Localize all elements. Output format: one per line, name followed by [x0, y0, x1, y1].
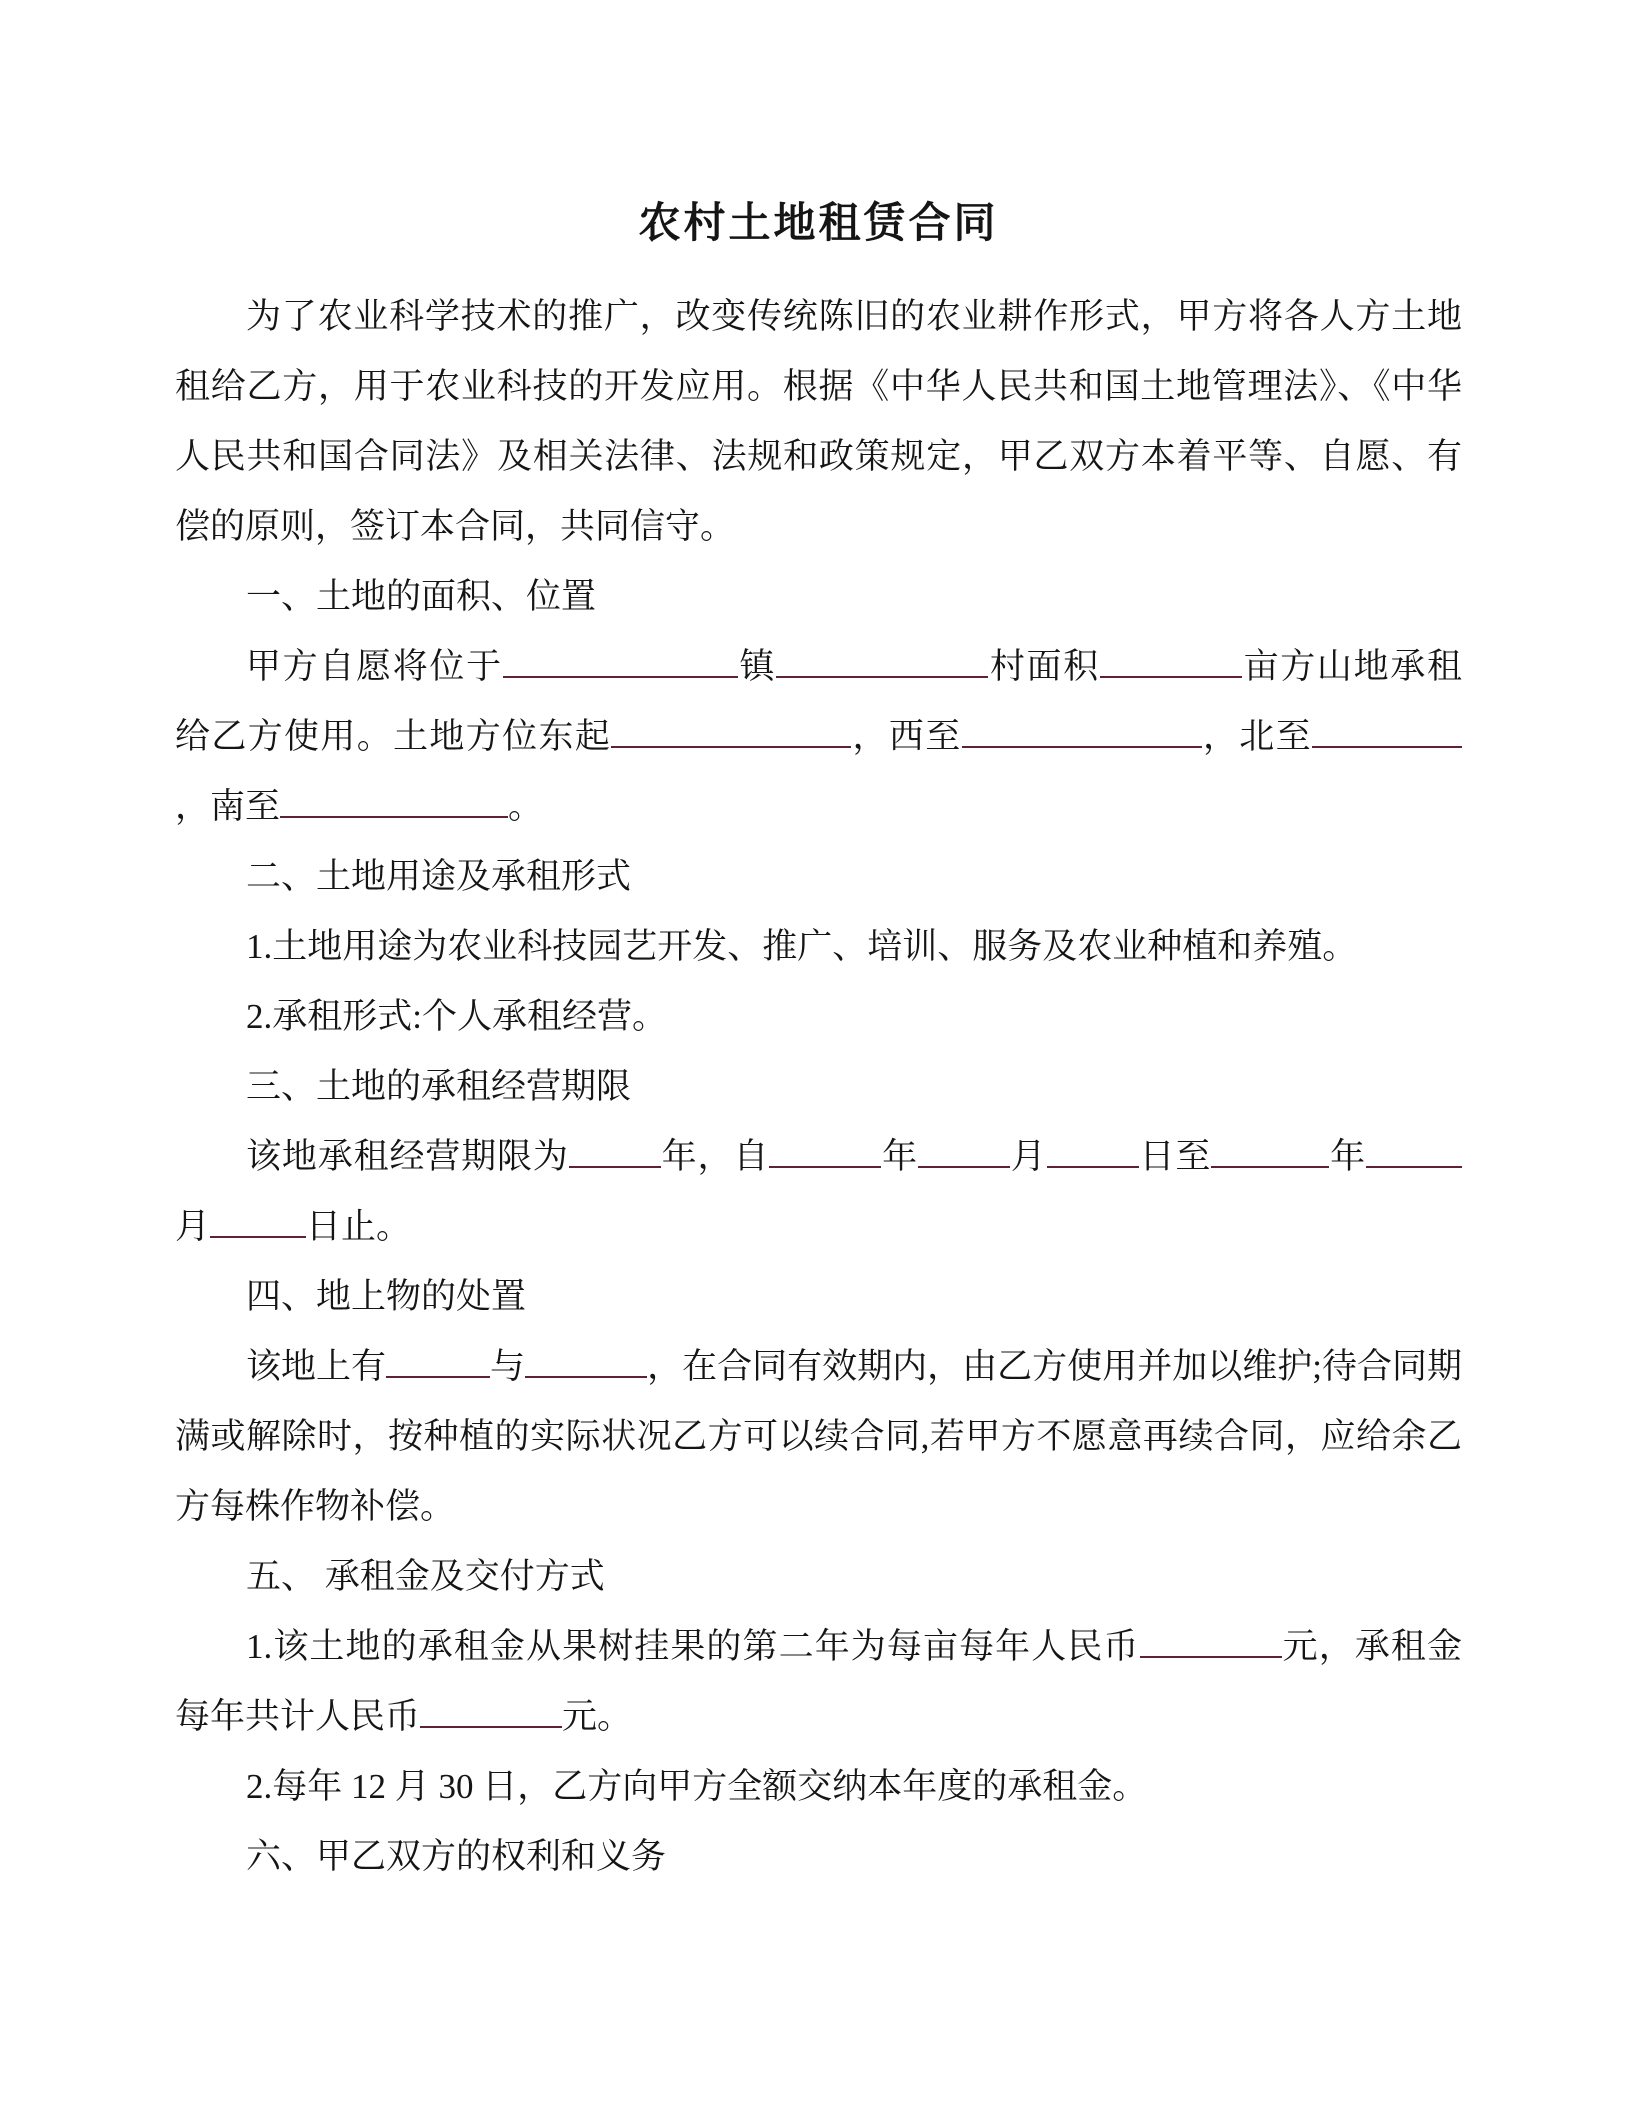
section-4-clause [175, 1332, 1462, 1542]
section-5-clause-1 [175, 1612, 1462, 1752]
text-run: 村面积 [988, 647, 1100, 686]
blank-field [918, 1134, 1010, 1168]
section-2-clause-2 [175, 982, 1462, 1052]
text-run: ，南至 [175, 787, 281, 826]
section-5-clause-2 [175, 1752, 1462, 1822]
text-run: 日止。 [306, 1207, 412, 1246]
blank-field [962, 714, 1202, 748]
section-1-heading [175, 562, 1462, 632]
section-1-clause [175, 632, 1462, 842]
section-3-heading [175, 1052, 1462, 1122]
text-run: ，在合同有效期内，由乙方使用并加以维护;待合同期满或解除时，按种植的实际状况乙方可以续合同,若甲方不愿意再续合同，应给余乙方每株作物补偿。 [175, 1347, 1462, 1526]
text-run: 元。 [562, 1697, 633, 1736]
text-run: 月 [175, 1207, 211, 1246]
blank-field [611, 714, 851, 748]
blank-field [1366, 1134, 1462, 1168]
section-3-clause [175, 1122, 1462, 1262]
text-run: ，西至 [851, 717, 962, 756]
text-run: 该地承租经营期限为 [246, 1137, 569, 1176]
text-run: 为了农业科学技术的推广，改变传统陈旧的农业耕作形式，甲方将各人方土地租给乙方，用于农业科技的开发应用。根据《中华人民共和国土地管理法》、《中华人民共和国合同法》及相关法律、法规和政策规定，甲乙双方本着平等、自愿、有偿的原则，签订本合同，共同信守。 [175, 297, 1462, 546]
text-run: 三、土地的承租经营期限 [246, 1067, 632, 1106]
blank-field [420, 1694, 562, 1728]
text-run: 年 [881, 1137, 918, 1176]
section-6-heading [175, 1822, 1462, 1892]
text-run: 镇 [737, 647, 777, 686]
blank-field [776, 644, 988, 678]
blank-field [1211, 1134, 1329, 1168]
blank-field [525, 1344, 647, 1378]
text-run: 五、 承租金及交付方式 [246, 1557, 605, 1596]
text-run: 日至 [1138, 1137, 1212, 1176]
document-body [175, 282, 1462, 1892]
blank-field [769, 1134, 881, 1168]
text-run: 四、地上物的处置 [246, 1277, 527, 1316]
text-run: 一、土地的面积、位置 [246, 577, 597, 616]
text-run: 1.该土地的承租金从果树挂果的第二年为每亩每年人民币 [246, 1627, 1140, 1666]
section-2-heading [175, 842, 1462, 912]
text-run: 元，承租金每年共计人民币 [175, 1627, 1462, 1736]
text-run: 年，自 [660, 1137, 770, 1176]
text-run: 与 [490, 1347, 526, 1386]
text-run: 六、甲乙双方的权利和义务 [246, 1837, 667, 1876]
blank-field [1140, 1624, 1282, 1658]
intro-paragraph [175, 282, 1462, 562]
blank-field [503, 644, 738, 678]
blank-field [1047, 1134, 1139, 1168]
text-run: 年 [1329, 1137, 1366, 1176]
section-2-clause-1 [175, 912, 1462, 982]
blank-field [569, 1134, 661, 1168]
document-title: 农村土地租赁合同 [638, 201, 999, 247]
text-run: 1.土地用途为农业科技园艺开发、推广、培训、服务及农业种植和养殖。 [246, 927, 1358, 966]
text-run: 二、土地用途及承租形式 [246, 857, 632, 896]
text-run: 2.承租形式:个人承租经营。 [246, 997, 667, 1036]
text-run: 月 [1009, 1137, 1047, 1176]
text-run: 。 [508, 787, 544, 826]
text-run: 该地上有 [246, 1347, 387, 1386]
section-5-heading [175, 1542, 1462, 1612]
blank-field [210, 1204, 306, 1238]
blank-field [386, 1344, 490, 1378]
text-run: 亩方山地承租给乙方使用。土地方位东起 [175, 647, 1462, 756]
text-run: 2.每年 12 月 30 日，乙方向甲方全额交纳本年度的承租金。 [246, 1767, 1148, 1806]
text-run: ，北至 [1201, 717, 1312, 756]
blank-field [1312, 714, 1462, 748]
blank-field [1100, 644, 1242, 678]
section-4-heading [175, 1262, 1462, 1332]
text-run: 甲方自愿将位于 [246, 647, 503, 686]
blank-field [280, 784, 508, 818]
